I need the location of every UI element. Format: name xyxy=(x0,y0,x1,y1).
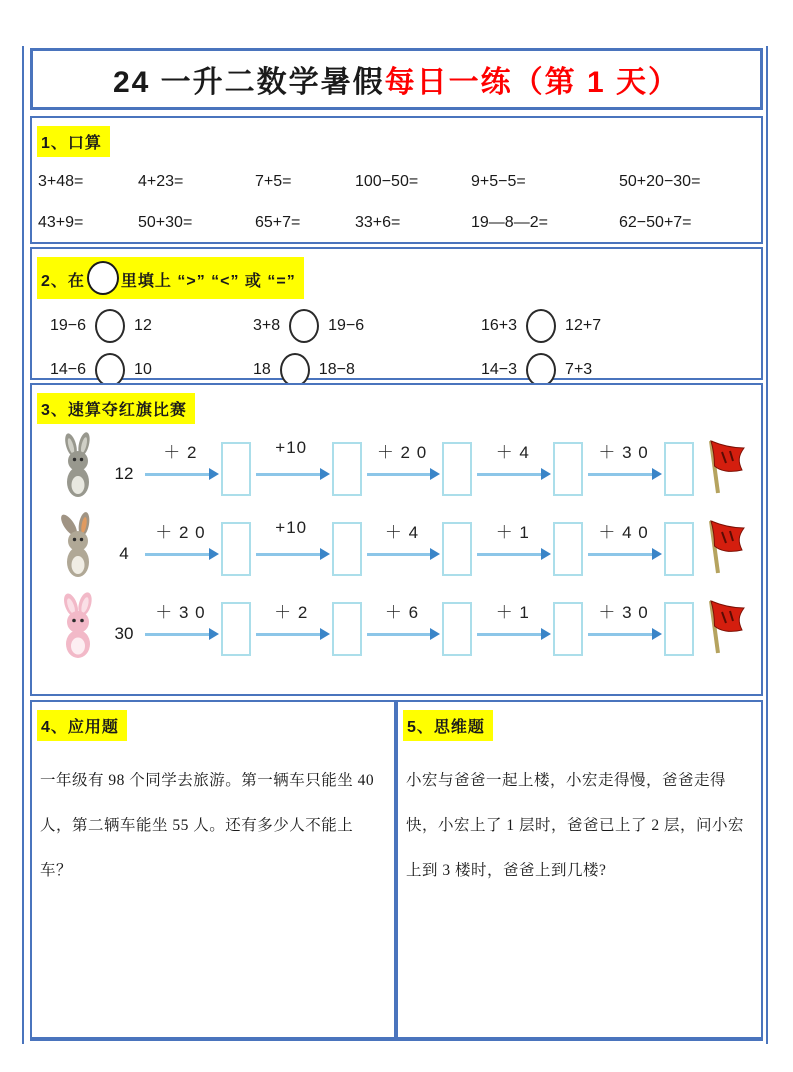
answer-box[interactable] xyxy=(664,602,694,656)
answer-circle[interactable] xyxy=(95,353,125,387)
answer-box[interactable] xyxy=(442,442,472,496)
answer-circle[interactable] xyxy=(526,309,556,343)
arrow-line xyxy=(256,633,320,636)
race-op-label: ＋ 2 0 xyxy=(376,443,428,462)
arrow-line xyxy=(367,553,431,556)
calc-problem: 62−50+7= xyxy=(619,214,692,231)
race-op-label: +10 xyxy=(275,518,308,537)
calc-problem: 4+23= xyxy=(138,173,184,190)
compare-item xyxy=(481,353,761,387)
arrow-line xyxy=(477,553,541,556)
compare-item xyxy=(253,309,481,343)
race-arrow xyxy=(142,436,219,496)
calc-problem: 50+30= xyxy=(138,214,193,231)
race-op-label: ＋ 4 xyxy=(384,523,420,542)
race-arrow xyxy=(585,596,662,656)
race-arrow xyxy=(474,436,551,496)
arrow-head-icon xyxy=(541,628,551,640)
compare-left: 3+8 xyxy=(253,317,281,334)
section3-heading: 3、速算夺红旗比赛 xyxy=(37,393,195,424)
answer-circle[interactable] xyxy=(95,309,125,343)
answer-circle[interactable] xyxy=(526,353,556,387)
answer-box[interactable] xyxy=(332,522,362,576)
arrow-line xyxy=(256,553,320,556)
arrow-head-icon xyxy=(430,548,440,560)
calc-problem: 33+6= xyxy=(355,214,401,231)
race-arrow xyxy=(142,596,219,656)
arrow-head-icon xyxy=(652,468,662,480)
compare-row xyxy=(50,353,761,387)
arrow-line xyxy=(256,473,320,476)
compare-right: 12 xyxy=(134,317,152,334)
answer-box[interactable] xyxy=(442,602,472,656)
thinking-problem-text: 小宏与爸爸一起上楼，小宏走得慢，爸爸走得快，小宏上了 1 层时，爸爸已上了 2 层，问小宏上到 3 楼时，爸爸上到几楼? xyxy=(406,772,745,879)
arrow-line xyxy=(588,473,652,476)
race-arrow xyxy=(253,436,330,496)
section-word-problem xyxy=(30,700,396,1041)
arrow-line xyxy=(145,633,209,636)
arrow-head-icon xyxy=(209,628,219,640)
section5-heading: 5、思维题 xyxy=(403,710,493,741)
compare-left: 16+3 xyxy=(481,317,518,334)
red-flag-icon xyxy=(701,515,751,577)
gray-rabbit-icon xyxy=(56,432,102,500)
compare-right: 7+3 xyxy=(565,361,593,378)
calc-problem: 9+5−5= xyxy=(471,173,526,190)
brown-rabbit-icon xyxy=(56,512,102,580)
race-arrow xyxy=(142,516,219,576)
section2-heading-prefix: 2、在 xyxy=(41,273,85,290)
compare-right: 12+7 xyxy=(565,317,602,334)
race-op-label: ＋ 3 0 xyxy=(155,603,206,622)
arrow-head-icon xyxy=(430,628,440,640)
race-op-label: ＋ 4 0 xyxy=(598,523,649,542)
answer-box[interactable] xyxy=(664,522,694,576)
calc-grid xyxy=(38,173,761,232)
race-arrow xyxy=(253,516,330,576)
title-box xyxy=(30,48,763,110)
compare-left: 18 xyxy=(253,361,271,378)
race-arrow xyxy=(474,596,551,656)
arrow-head-icon xyxy=(541,468,551,480)
race-op-label: +10 xyxy=(275,438,308,457)
page-title-red: 每日一练（第 1 天） xyxy=(384,66,681,99)
race-op-label: ＋ 6 xyxy=(384,603,420,622)
calc-problem: 7+5= xyxy=(255,173,292,190)
arrow-line xyxy=(145,473,209,476)
race-arrow xyxy=(364,516,441,576)
calc-problem: 43+9= xyxy=(38,214,84,231)
race-op-label: ＋ 2 0 xyxy=(155,523,206,542)
race-op-label: ＋ 4 xyxy=(495,443,530,462)
race-arrow xyxy=(474,516,551,576)
race-arrow xyxy=(364,436,441,496)
calc-problem: 100−50= xyxy=(355,173,419,190)
arrow-head-icon xyxy=(652,548,662,560)
word-problem-text: 一年级有 98 个同学去旅游。第一辆车只能坐 40 人，第二辆车能坐 55 人。还有多少人不能上车？ xyxy=(40,772,375,879)
compare-item xyxy=(253,353,481,387)
pink-rabbit-icon xyxy=(56,592,102,660)
calc-problem: 19—8—2= xyxy=(471,214,548,231)
race-row xyxy=(56,428,751,504)
compare-item xyxy=(50,309,253,343)
compare-item xyxy=(50,353,253,387)
race-start-number: 4 xyxy=(119,544,129,563)
compare-right: 18−8 xyxy=(318,361,355,378)
page-title-black: 24 一升二数学暑假 xyxy=(112,66,385,99)
arrow-head-icon xyxy=(320,628,330,640)
calc-problem: 65+7= xyxy=(255,214,301,231)
red-flag-icon xyxy=(701,435,751,497)
answer-box[interactable] xyxy=(553,522,583,576)
arrow-line xyxy=(588,633,652,636)
compare-right: 10 xyxy=(134,361,152,378)
section1-heading: 1、口算 xyxy=(37,126,110,157)
answer-box[interactable] xyxy=(332,442,362,496)
race-op-label: ＋ 1 xyxy=(495,603,530,622)
section2-heading-suffix: 里填上 “>” “<” 或 “=” xyxy=(120,273,296,290)
arrow-head-icon xyxy=(209,468,219,480)
arrow-head-icon xyxy=(430,468,440,480)
answer-box[interactable] xyxy=(221,442,251,496)
race-row xyxy=(56,588,751,664)
section4-heading: 4、应用题 xyxy=(37,710,127,741)
race-op-label: ＋ 2 xyxy=(163,443,198,462)
race-start-number: 30 xyxy=(114,624,134,643)
section2-heading xyxy=(37,257,304,299)
race-arrow xyxy=(364,596,441,656)
race-arrow xyxy=(585,436,662,496)
answer-box[interactable] xyxy=(332,602,362,656)
arrow-line xyxy=(367,473,431,476)
arrow-line xyxy=(588,553,652,556)
compare-left: 19−6 xyxy=(50,317,87,334)
arrow-line xyxy=(145,553,209,556)
race-arrow xyxy=(585,516,662,576)
race-start-number: 12 xyxy=(114,464,134,483)
race-op-label: ＋ 1 xyxy=(495,523,530,542)
section-oral-calc xyxy=(30,116,763,244)
arrow-line xyxy=(367,633,431,636)
section-thinking-problem xyxy=(396,700,763,1041)
race-op-label: ＋ 2 xyxy=(274,603,309,622)
answer-box[interactable] xyxy=(553,602,583,656)
arrow-head-icon xyxy=(209,548,219,560)
answer-box[interactable] xyxy=(442,522,472,576)
red-flag-icon xyxy=(701,595,751,657)
compare-right: 19−6 xyxy=(328,317,365,334)
calc-problem: 3+48= xyxy=(38,173,84,190)
answer-box[interactable] xyxy=(221,602,251,656)
calc-problem: 50+20−30= xyxy=(619,173,701,190)
answer-box[interactable] xyxy=(664,442,694,496)
compare-left: 14−3 xyxy=(481,361,518,378)
compare-left: 14−6 xyxy=(50,361,87,378)
race-arrow xyxy=(253,596,330,656)
answer-circle[interactable] xyxy=(289,309,319,343)
race-op-label: ＋ 3 0 xyxy=(598,603,649,622)
arrow-head-icon xyxy=(320,468,330,480)
compare-row xyxy=(50,309,761,343)
arrow-head-icon xyxy=(320,548,330,560)
blank-circle-icon xyxy=(87,261,119,295)
arrow-head-icon xyxy=(541,548,551,560)
answer-box[interactable] xyxy=(221,522,251,576)
race-row xyxy=(56,508,751,584)
answer-box[interactable] xyxy=(553,442,583,496)
arrow-head-icon xyxy=(652,628,662,640)
arrow-line xyxy=(477,473,541,476)
section-compare xyxy=(30,247,763,380)
compare-item xyxy=(481,309,761,343)
section-flag-race xyxy=(30,383,763,696)
arrow-line xyxy=(477,633,541,636)
race-op-label: ＋ 3 0 xyxy=(598,443,649,462)
answer-circle[interactable] xyxy=(280,353,310,387)
